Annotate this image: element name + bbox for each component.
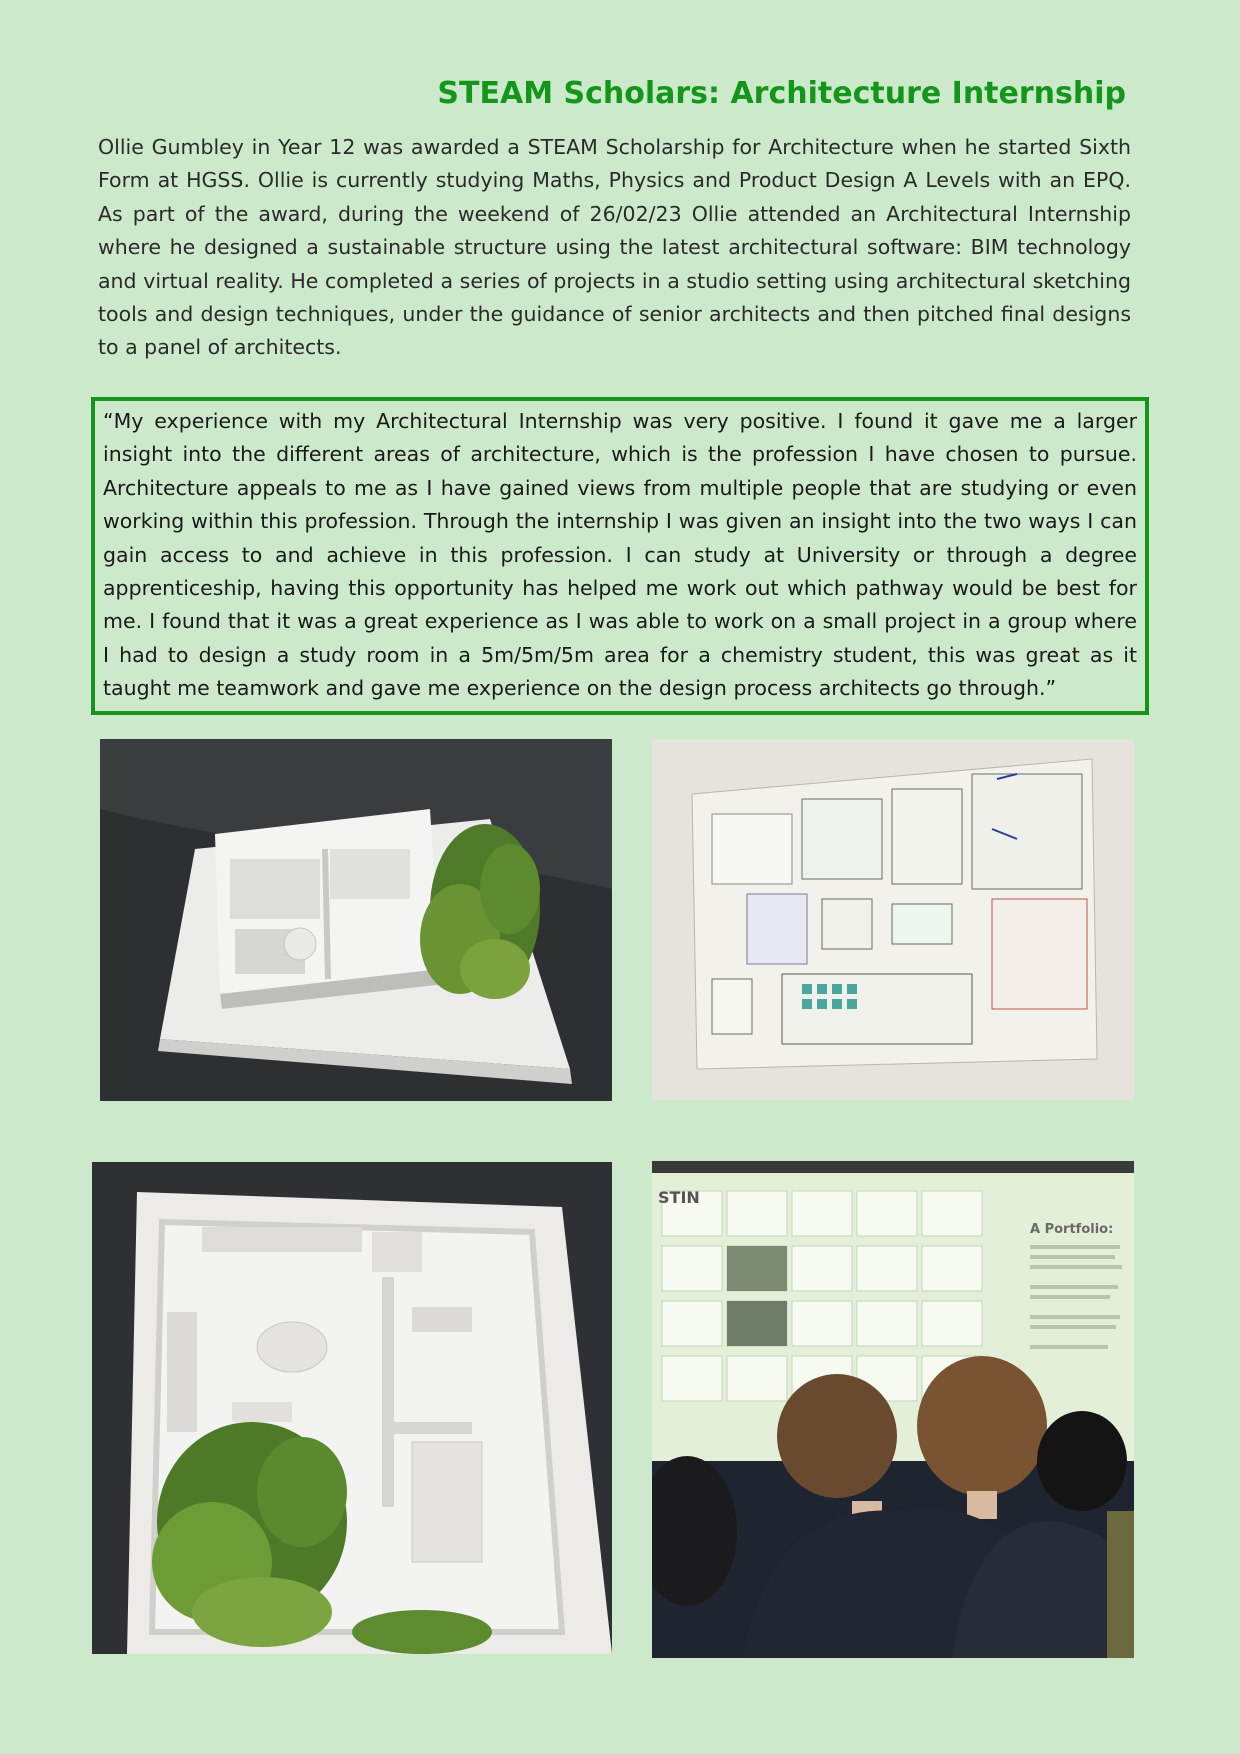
photo-model-top-view <box>92 1162 612 1654</box>
photo-sketch-board <box>652 739 1134 1100</box>
slide-corner-text: STIN <box>658 1188 700 1207</box>
student-quote-box <box>91 397 1149 715</box>
intro-paragraph: Ollie Gumbley in Year 12 was awarded a STEAM Scholarship for Architecture when he started Sixth Form at HGSS. Ollie is currently studying Maths, Physics and Product Design A Levels with an EPQ. As part of the award, during the weekend of 26/02/23 Ollie attended an Architectural Internship where he designed a sustainable structure using the latest architectural software: BIM technology and virtual reality. He completed a series of projects in a studio setting using architectural sketching tools and design techniques, under the guidance of senior architects and then pitched final designs to a panel of architects. <box>98 135 1131 360</box>
student-quote: “My experience with my Architectural Internship was very positive. I found it gave me a larger insight into the different areas of architecture, which is the profession I have chosen to pursue. Architecture appeals to me as I have gained views from multiple people that are studying or even working within this profession. Through the internship I was given an insight into the two ways I can gain access to and achieve in this profession. I can study at University or through a degree apprenticeship, having this opportunity has helped me work out which pathway would be best for me. I found that it was a great experience as I was able to work on a small project in a group where I had to design a study room in a 5m/5m/5m area for a chemistry student, this was great as it taught me teamwork and gave me experience on the design process architects go through.” <box>103 409 1137 701</box>
slide-heading-text: A Portfolio: <box>1030 1222 1114 1237</box>
page-title: STEAM Scholars: Architecture Internship <box>437 76 1126 111</box>
photo-model-angled <box>100 739 612 1101</box>
photo-portfolio-presentation <box>652 1161 1134 1658</box>
